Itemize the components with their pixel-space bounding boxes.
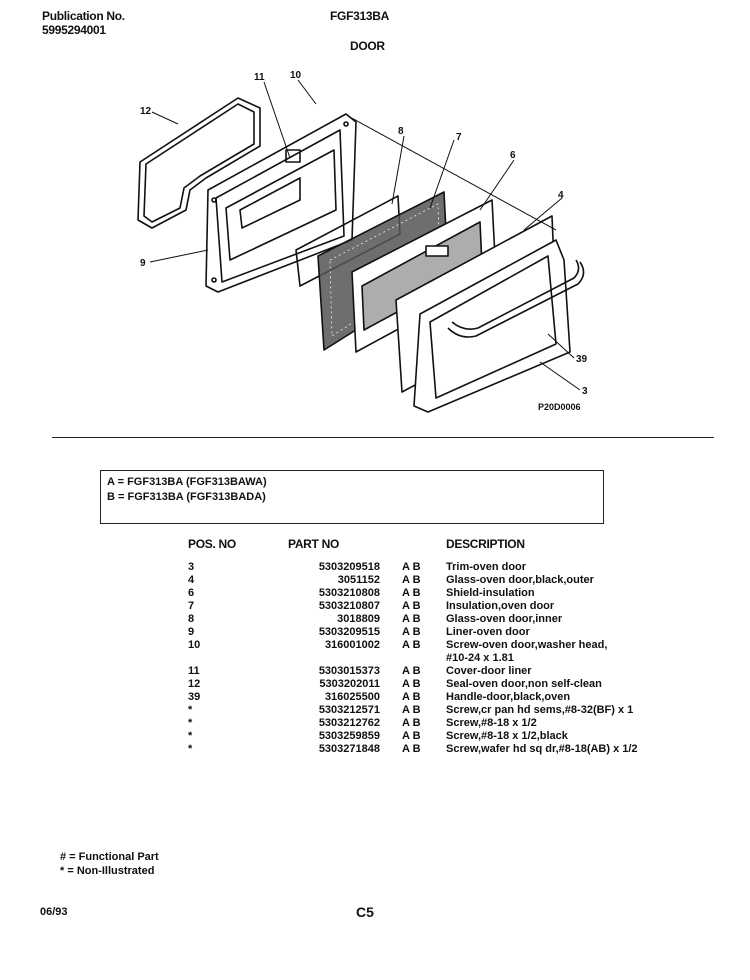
description-cell: Screw-oven door,washer head, xyxy=(446,639,608,651)
callout-8: 8 xyxy=(398,126,404,137)
description-cell: Screw,#8-18 x 1/2,black xyxy=(446,730,568,742)
table-row xyxy=(186,626,676,639)
callout-39: 39 xyxy=(576,354,588,365)
legend-non-illustrated: * = Non-Illustrated xyxy=(60,865,155,877)
description-cell: Handle-door,black,oven xyxy=(446,691,571,703)
diagram-code: P20D0006 xyxy=(538,402,581,412)
table-row xyxy=(186,639,676,652)
table-row xyxy=(186,561,676,574)
publication-label: Publication No. xyxy=(42,9,125,23)
description-cell: Seal-oven door,non self-clean xyxy=(446,678,602,690)
parts-body xyxy=(186,561,676,756)
pos-cell: 12 xyxy=(188,678,201,690)
description-cell: Liner-oven door xyxy=(446,626,530,638)
header-pos: POS. NO xyxy=(188,537,236,551)
pos-cell: * xyxy=(188,704,193,716)
model-applicability-cell: A B xyxy=(402,561,421,573)
description-cell: Screw,wafer hd sq dr,#8-18(AB) x 1/2 xyxy=(446,743,638,755)
model-applicability-cell: A B xyxy=(402,730,421,742)
table-row xyxy=(186,743,676,756)
table-row xyxy=(186,613,676,626)
model-applicability-cell: A B xyxy=(402,691,421,703)
callout-10: 10 xyxy=(290,70,302,81)
model-applicability-cell: A B xyxy=(402,704,421,716)
section-divider xyxy=(52,437,714,438)
page-number: C5 xyxy=(356,904,374,920)
part-number-cell: 5303212571 xyxy=(318,704,380,716)
section-title: DOOR xyxy=(350,39,385,53)
part-number-cell: 5303202011 xyxy=(319,678,380,690)
callout-7: 7 xyxy=(456,132,462,143)
table-row xyxy=(186,691,676,704)
description-cell: Shield-insulation xyxy=(446,587,535,599)
table-row xyxy=(186,704,676,717)
part-number-cell: 5303210808 xyxy=(318,587,380,599)
model-applicability-cell: A B xyxy=(402,639,421,651)
description-cell: Screw,cr pan hd sems,#8-32(BF) x 1 xyxy=(446,704,634,716)
part-number-cell: 5303212762 xyxy=(318,717,380,729)
callout-9: 9 xyxy=(140,258,146,269)
pos-cell: 9 xyxy=(188,626,195,638)
pos-cell: 6 xyxy=(188,587,195,599)
model-applicability-cell: A B xyxy=(402,587,421,599)
table-header-row xyxy=(186,537,676,561)
pos-cell: 7 xyxy=(188,600,195,612)
description-cell: Insulation,oven door xyxy=(446,600,555,612)
model-key-b: B = FGF313BA (FGF313BADA) xyxy=(107,491,266,503)
model-key-box xyxy=(100,470,604,524)
pos-cell: * xyxy=(188,743,193,755)
table-row xyxy=(186,678,676,691)
model-applicability-cell: A B xyxy=(402,665,421,677)
table-row xyxy=(186,574,676,587)
header-part: PART NO xyxy=(288,537,340,551)
part-number-cell: 3018809 xyxy=(337,613,380,625)
part-number-cell: 5303259859 xyxy=(318,730,380,742)
footer-date: 06/93 xyxy=(40,906,68,918)
model-applicability-cell: A B xyxy=(402,626,421,638)
model-applicability-cell: A B xyxy=(402,717,421,729)
table-row xyxy=(186,587,676,600)
pos-cell: 8 xyxy=(188,613,195,625)
pos-cell: 39 xyxy=(188,691,201,703)
pos-cell: 4 xyxy=(188,574,195,586)
model-applicability-cell: A B xyxy=(402,743,421,755)
description-cell: Screw,#8-18 x 1/2 xyxy=(446,717,537,729)
part-number-cell: 5303015373 xyxy=(318,665,380,677)
table-row xyxy=(186,730,676,743)
pos-cell: 11 xyxy=(188,665,200,677)
description-cell: Cover-door liner xyxy=(446,665,532,677)
model-applicability-cell: A B xyxy=(402,600,421,612)
model-key-a: A = FGF313BA (FGF313BAWA) xyxy=(107,476,267,488)
publication-number: 5995294001 xyxy=(42,23,106,37)
pos-cell: 10 xyxy=(188,639,201,651)
part-number-cell: 5303271848 xyxy=(318,743,380,755)
pos-cell: 3 xyxy=(188,561,195,573)
description-cell: Trim-oven door xyxy=(446,561,527,573)
legend-functional: # = Functional Part xyxy=(60,851,159,863)
description-cell: Glass-oven door,inner xyxy=(446,613,563,625)
legend xyxy=(60,850,159,878)
part-number-cell: 316025500 xyxy=(324,691,380,703)
pos-cell: * xyxy=(188,717,193,729)
table-row xyxy=(186,600,676,613)
part-number-cell: 5303209518 xyxy=(318,561,380,573)
model-applicability-cell: A B xyxy=(402,574,421,586)
exploded-door-diagram xyxy=(0,60,750,430)
callout-4: 4 xyxy=(558,190,564,201)
description-continuation-cell: #10-24 x 1.81 xyxy=(446,652,514,664)
model-applicability-cell: A B xyxy=(402,613,421,625)
model-number: FGF313BA xyxy=(330,9,389,23)
header-description: DESCRIPTION xyxy=(446,537,525,551)
table-row xyxy=(186,665,676,678)
parts-table xyxy=(186,537,676,756)
table-row-continuation xyxy=(186,652,676,665)
description-cell: Glass-oven door,black,outer xyxy=(446,574,594,586)
part-number-cell: 5303210807 xyxy=(318,600,380,612)
table-row xyxy=(186,717,676,730)
part-number-cell: 3051152 xyxy=(337,574,380,586)
callout-11: 11 xyxy=(254,72,265,83)
part-number-cell: 5303209515 xyxy=(318,626,380,638)
callout-12: 12 xyxy=(140,106,152,117)
part-number-cell: 316001002 xyxy=(324,639,380,651)
pos-cell: * xyxy=(188,730,193,742)
callout-6: 6 xyxy=(510,150,516,161)
callout-3: 3 xyxy=(582,386,588,397)
model-applicability-cell: A B xyxy=(402,678,421,690)
